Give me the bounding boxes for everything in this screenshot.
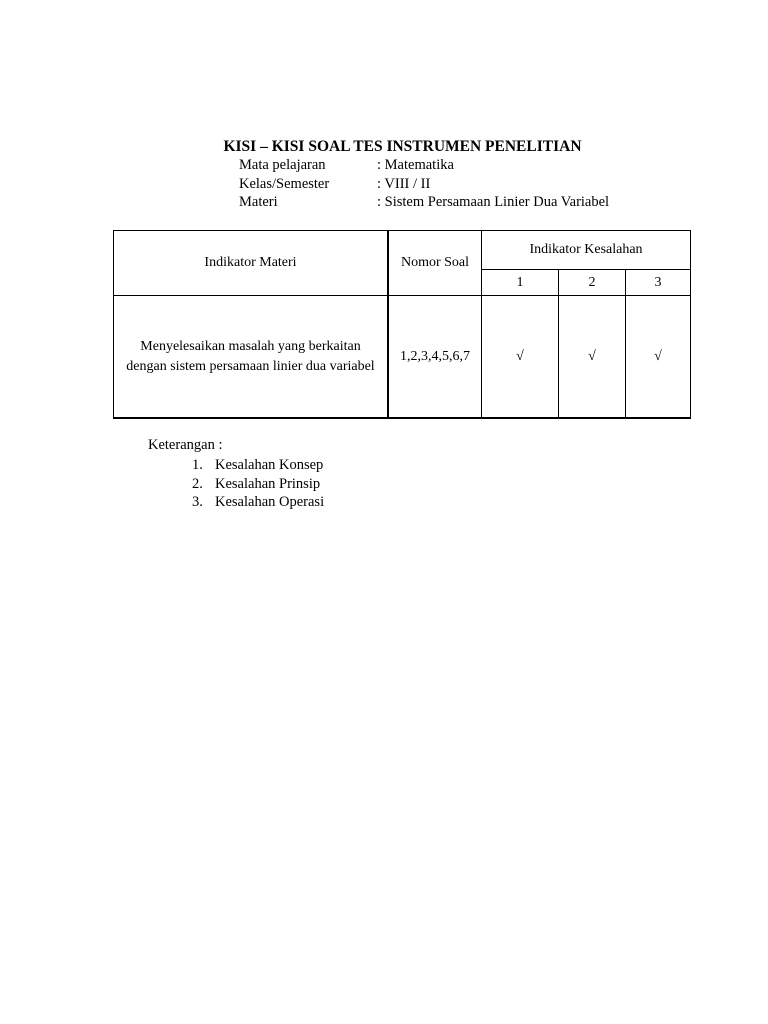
header-sub-3: 3 xyxy=(654,274,662,290)
meta-label: Materi xyxy=(239,194,278,210)
row-check-3: √ xyxy=(654,348,662,364)
header-indikator-kesalahan: Indikator Kesalahan xyxy=(529,242,643,257)
meta-value: : Sistem Persamaan Linier Dua Variabel xyxy=(377,194,610,210)
meta-label: Kelas/Semester xyxy=(239,176,330,192)
meta-value: : Matematika xyxy=(377,157,454,173)
row-check-1: √ xyxy=(516,348,524,364)
table-border-right xyxy=(690,230,691,419)
header-sub-1: 1 xyxy=(516,274,524,290)
meta-value: : VIII / II xyxy=(377,176,431,192)
header-sub-2: 2 xyxy=(588,274,596,290)
row-check-2: √ xyxy=(588,348,596,364)
page-title: KISI – KISI SOAL TES INSTRUMEN PENELITIAN xyxy=(223,138,582,155)
table-border-bottom xyxy=(113,417,691,419)
list-text: Kesalahan Konsep xyxy=(215,457,324,473)
list-text: Kesalahan Operasi xyxy=(215,494,325,510)
row-indikator: Menyelesaikan masalah yang berkaitan dengan sistem persamaan linier dua variabel xyxy=(126,338,375,374)
list-number: 2. xyxy=(192,476,203,492)
row-nomor: 1,2,3,4,5,6,7 xyxy=(400,348,470,364)
header-nomor-soal: Nomor Soal xyxy=(400,255,470,270)
list-text: Kesalahan Prinsip xyxy=(215,476,321,492)
header-indikator-materi: Indikator Materi xyxy=(204,255,297,270)
list-number: 1. xyxy=(192,457,203,473)
list-number: 3. xyxy=(192,494,203,510)
notes-heading: Keterangan : xyxy=(148,437,223,453)
meta-label: Mata pelajaran xyxy=(239,157,326,173)
